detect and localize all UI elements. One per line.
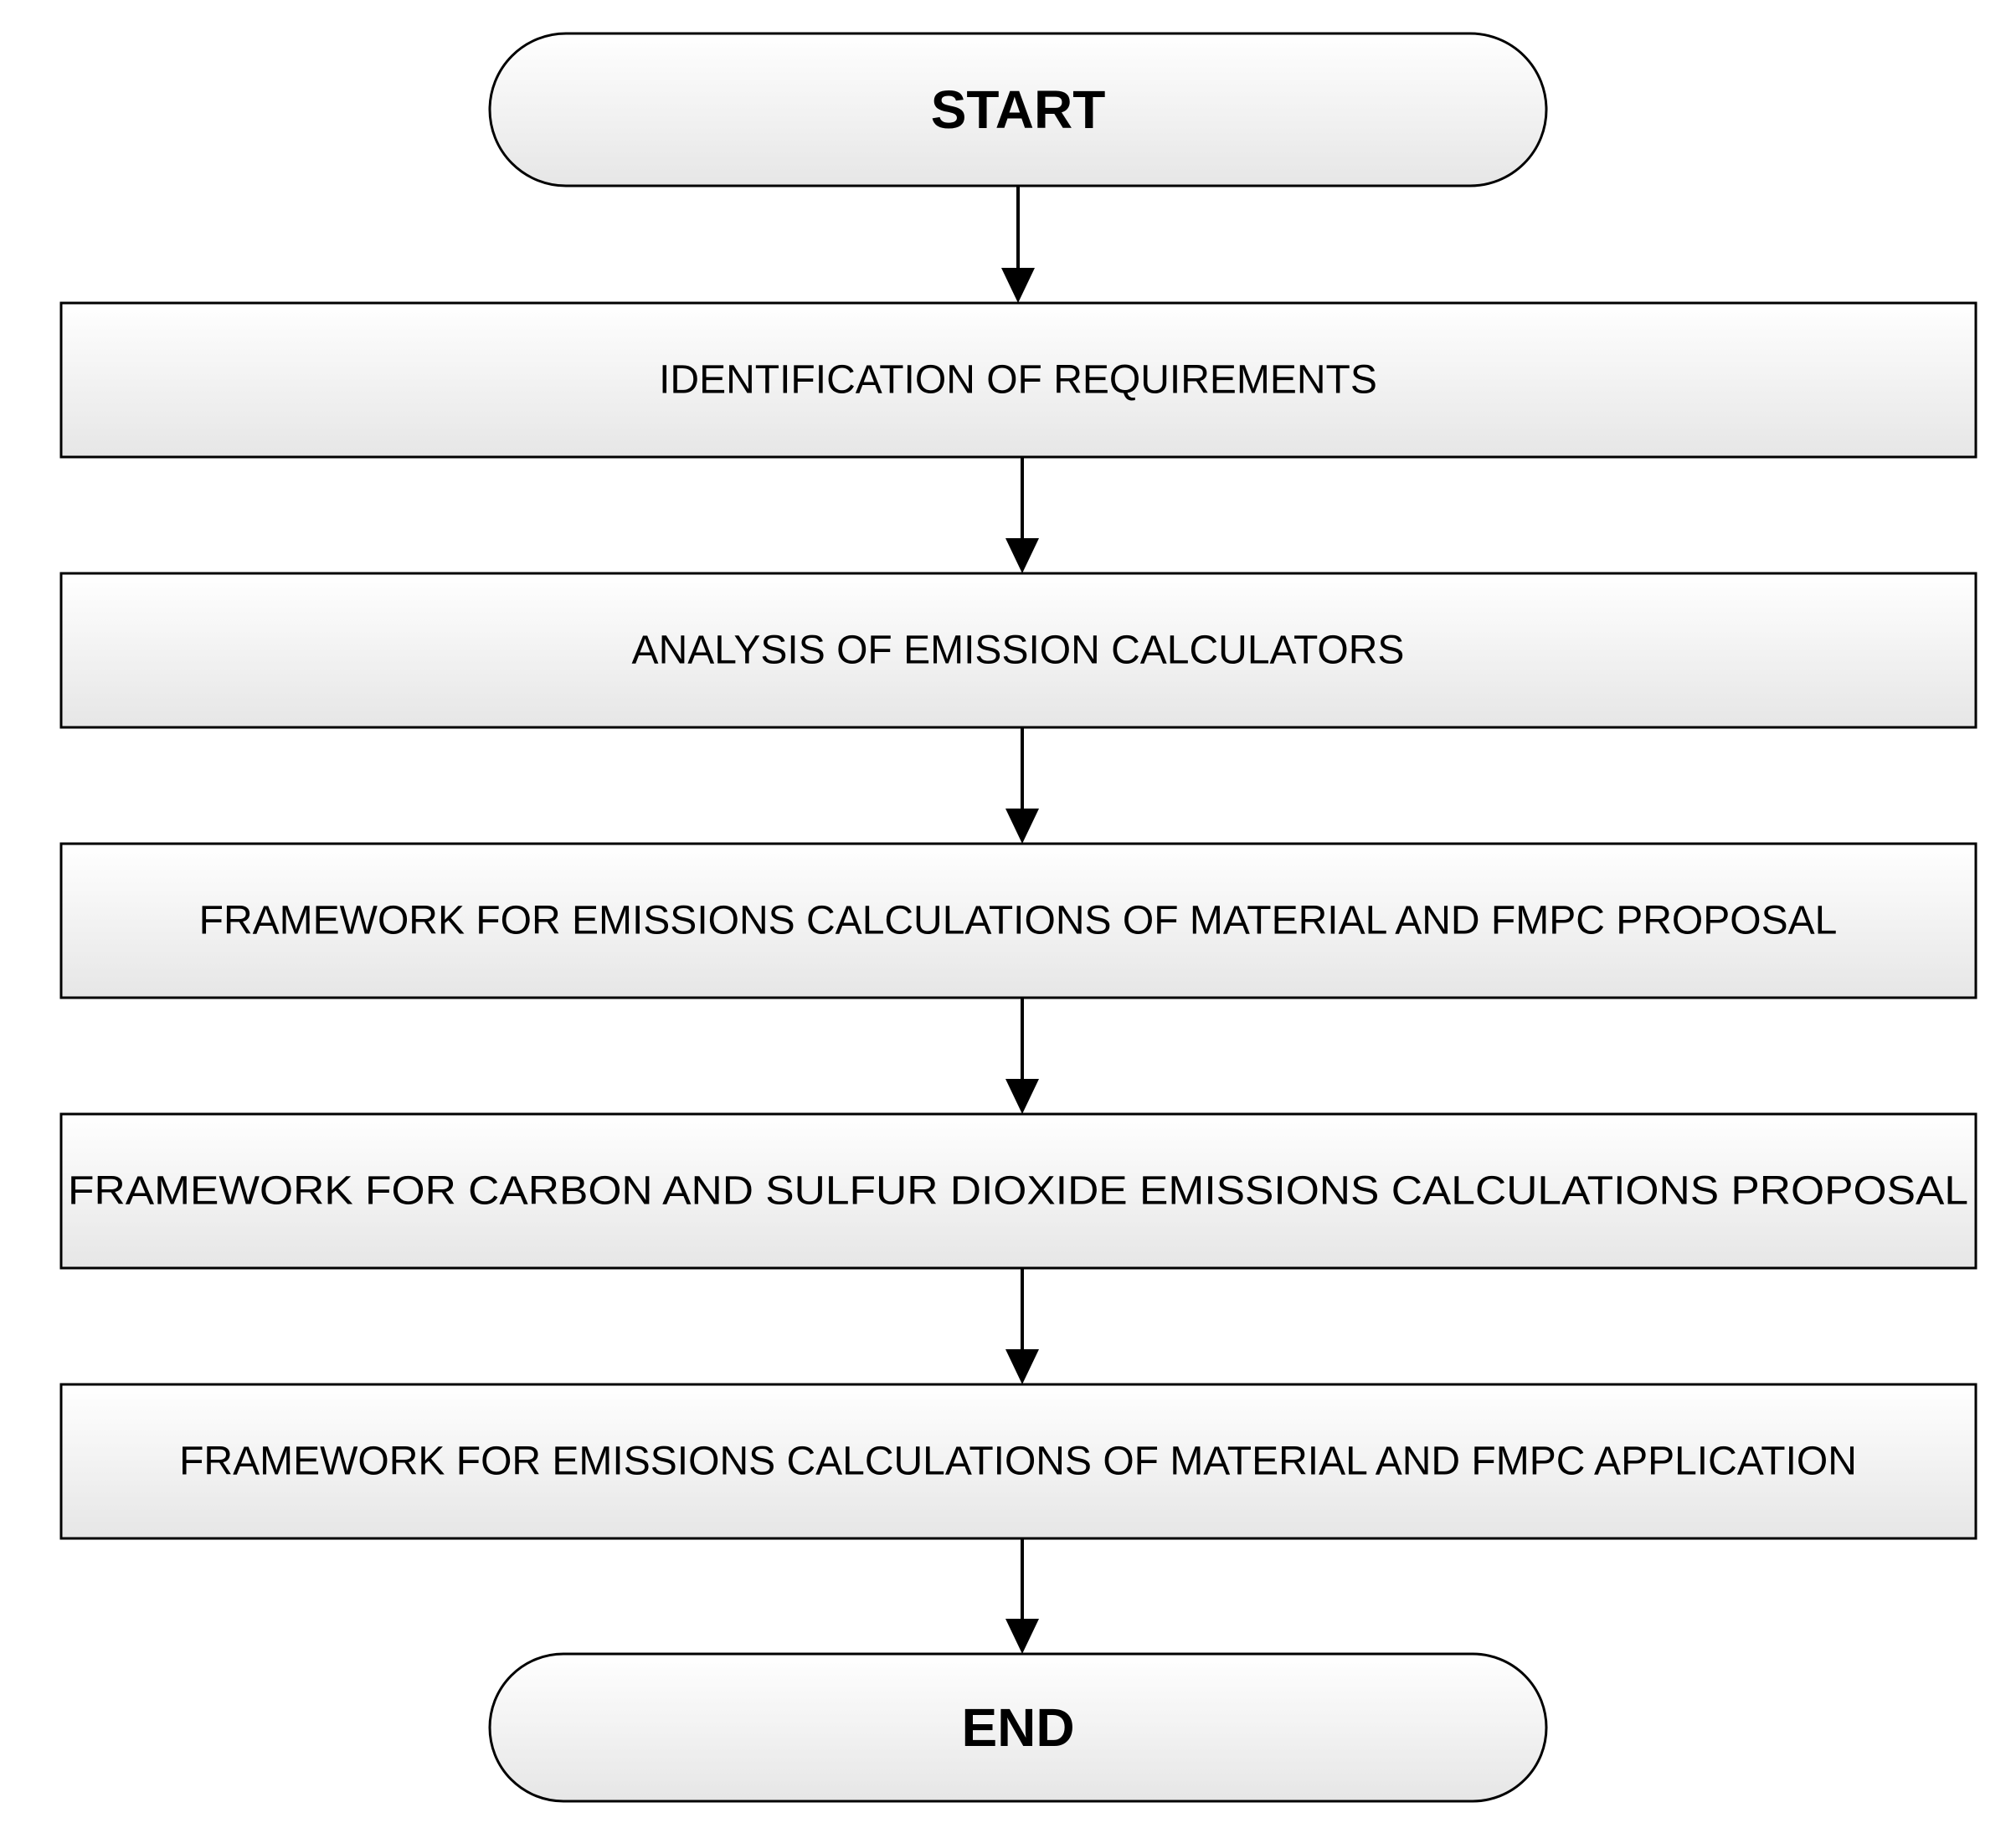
process-label: FRAMEWORK FOR CARBON AND SULFUR DIOXIDE EMISSIONS CALCULATIONS PROPOSAL	[68, 1168, 1968, 1214]
connector-arrow	[1005, 1538, 1039, 1654]
connector-arrow	[1005, 727, 1039, 844]
process-label: ANALYSIS OF EMISSION CALCULATORS	[631, 628, 1405, 673]
start-terminal	[490, 33, 1546, 186]
process-step-4	[61, 1114, 1976, 1268]
start-label: START	[930, 80, 1106, 140]
process-step-1	[61, 303, 1976, 457]
process-step-2	[61, 573, 1976, 727]
end-terminal	[490, 1654, 1546, 1801]
process-label: FRAMEWORK FOR EMISSIONS CALCULATIONS OF MATERIAL AND FMPC PROPOSAL	[198, 898, 1838, 943]
connector-arrow	[1001, 186, 1035, 303]
process-label: IDENTIFICATION OF REQUIREMENTS	[659, 357, 1377, 403]
connector-arrow	[1005, 457, 1039, 573]
connector-arrow	[1005, 1268, 1039, 1384]
process-step-5	[61, 1384, 1976, 1538]
process-step-3	[61, 844, 1976, 998]
connector-arrow	[1005, 998, 1039, 1114]
process-label: FRAMEWORK FOR EMISSIONS CALCULATIONS OF MATERIAL AND FMPC APPLICATION	[179, 1439, 1857, 1484]
end-label: END	[961, 1697, 1075, 1758]
